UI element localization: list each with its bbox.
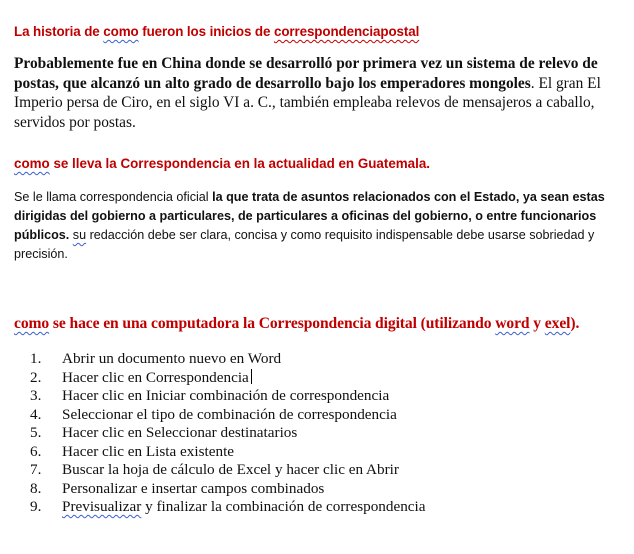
paragraph-history-rest: . El gran El Imperio persa de Ciro, en el siglo VI a. C., también empleaba relevos de mensajeros a caballo, servidos por postas.: [14, 74, 601, 131]
list-text: Hacer clic en Seleccionar destinatarios: [62, 424, 298, 441]
list-number: 8.: [30, 479, 42, 497]
paragraph-official-normal-2: redacción debe ser clara, concisa y como requisito indispensable debe usarse sobriedad y precisión.: [14, 228, 595, 261]
list-number: 2.: [30, 368, 42, 386]
heading-history-prefix: La historia de: [14, 24, 104, 39]
list-item: [30, 424, 426, 443]
list-number: 3.: [30, 387, 42, 404]
paragraph-official-normal: Se le llama correspondencia oficial: [14, 190, 213, 204]
list-number: 6.: [30, 442, 42, 460]
list-item: [30, 369, 426, 388]
spellcheck-word-como[interactable]: como: [14, 156, 50, 171]
spellcheck-word-como[interactable]: como: [14, 315, 50, 332]
list-item: [30, 461, 426, 480]
list-number: 1.: [30, 350, 42, 367]
list-item: [30, 387, 426, 406]
list-item: [30, 350, 426, 369]
spellcheck-word-correspondenciapostal[interactable]: correspondenciapostal: [273, 24, 420, 39]
list-text: Abrir un documento nuevo en Word: [62, 350, 282, 367]
list-number: 9.: [30, 498, 42, 515]
list-item: [30, 480, 426, 499]
list-text: Hacer clic en Correspondencia: [62, 368, 249, 386]
text-cursor: [251, 369, 252, 384]
list-text: Buscar la hoja de cálculo de Excel y hacer clic en Abrir: [62, 461, 399, 478]
steps-list: [30, 350, 426, 517]
heading-digital-and: y: [529, 315, 545, 332]
list-item: [30, 406, 426, 425]
list-text: Personalizar e insertar campos combinados: [62, 479, 325, 497]
heading-guatemala: [14, 156, 430, 171]
heading-guatemala-rest: se lleva la Correspondencia en la actualidad en Guatemala.: [49, 156, 431, 171]
heading-digital-middle: se hace en una computadora la Correspondencia digital (utilizando: [49, 315, 496, 332]
heading-digital: [14, 315, 579, 333]
list-item: [30, 443, 426, 462]
heading-history-middle: fueron los inicios de: [138, 24, 274, 39]
paragraph-official: [14, 188, 626, 264]
spellcheck-word-como[interactable]: como: [103, 24, 139, 39]
spellcheck-word-previsualizar[interactable]: Previsualizar: [62, 498, 142, 515]
spellcheck-word-word[interactable]: word: [495, 315, 530, 332]
list-text: Hacer clic en Iniciar combinación de correspondencia: [62, 387, 390, 404]
list-item: [30, 498, 426, 517]
list-number: 4.: [30, 405, 42, 423]
paragraph-history: [14, 54, 626, 132]
paragraph-official-bold: la que trata de asuntos relacionados con el Estado, ya sean estas dirigidas del gobierno a particulares, de particulares a oficinas del gobierno, o entre funcionarios públicos.: [14, 190, 605, 242]
list-text: Seleccionar el tipo de combinación de correspondencia: [62, 405, 397, 423]
paragraph-history-bold: Probablemente fue en China donde se desarrolló por primera vez un sistema de relevo de postas, que alcanzó un alto grado de desarrollo bajo los emperadores mongoles: [14, 55, 598, 92]
spellcheck-word-exel[interactable]: exel: [544, 315, 571, 332]
list-number: 5.: [30, 424, 42, 441]
heading-digital-end: ).: [570, 315, 580, 332]
list-text: Hacer clic en Lista existente: [62, 442, 235, 460]
list-text: y finalizar la combinación de correspondencia: [141, 498, 426, 515]
heading-history: [14, 24, 419, 39]
spellcheck-word-su[interactable]: su: [72, 228, 87, 242]
list-number: 7.: [30, 461, 42, 478]
